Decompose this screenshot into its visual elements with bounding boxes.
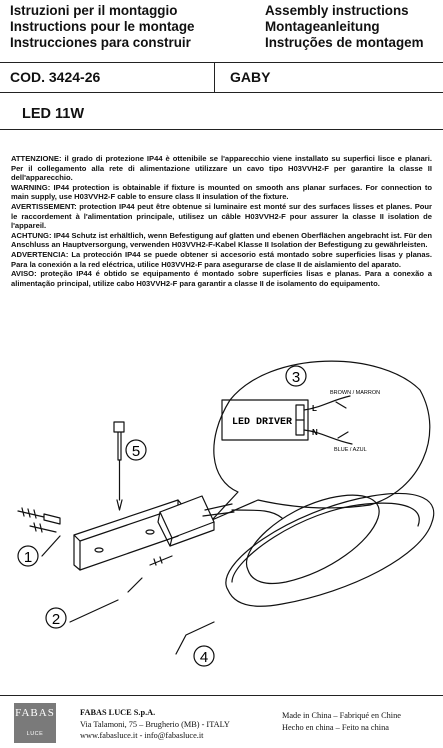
footer — [0, 695, 443, 748]
assembly-diagram — [0, 360, 443, 680]
screw-center — [128, 578, 142, 592]
screw-right — [150, 556, 172, 565]
title-pt: Instruções de montagem — [265, 35, 424, 51]
title-column-left — [10, 3, 195, 52]
rule-bottom — [0, 129, 443, 130]
step-2-number: 2 — [51, 611, 61, 628]
terminal-n: N — [312, 428, 318, 437]
screw-left-lower — [30, 523, 56, 532]
title-de: Montageanleitung — [265, 19, 380, 35]
made-in-line-1: Made in China – Fabriqué en Chine — [282, 711, 401, 720]
step-5-circle — [126, 440, 146, 460]
company-info — [80, 707, 230, 742]
title-it: Istruzioni per il montaggio — [10, 3, 178, 18]
wire-brown-label: BROWN / MARRON — [330, 390, 381, 396]
logo-sub: LUCE — [26, 731, 44, 737]
fabas-logo — [14, 703, 56, 743]
step-1-number: 1 — [23, 549, 33, 566]
step-3-number: 3 — [291, 369, 301, 386]
screwdriver — [118, 430, 121, 460]
plug-left — [44, 514, 60, 524]
title-block — [0, 0, 443, 62]
step-4-circle — [194, 646, 214, 666]
step-2-circle — [46, 608, 66, 628]
step-5-number: 5 — [131, 443, 141, 460]
company-web: www.fabasluce.it - info@fabasluce.it — [80, 731, 204, 740]
title-en: Assembly instructions — [265, 3, 409, 18]
title-es: Instrucciones para construir — [10, 35, 191, 51]
title-fr: Instructions pour le montage — [10, 19, 195, 35]
warning-pt: AVISO: proteção IP44 é obtido se equipamento é montado sobre superfícies lisas e planas. Para a conexão a alimentação principal, utilize cabo H03VVH2-F para garantir a classe II de isolamento do equipamento. — [11, 269, 432, 288]
screw-left — [18, 508, 44, 518]
led-driver-label: LED DRIVER — [232, 417, 293, 428]
safety-warnings — [11, 154, 432, 288]
warning-it: ATTENZIONE: il grado di protezione IP44 è ottenibile se l'apparecchio viene installato su superfici lisce e planari. Per il collegamento alla rete di alimentazione utilizzare un cavo tipo H03VVH2-F per garantire la classe II dell'apparecchio. — [11, 154, 432, 183]
made-in-line-2: Hecho en china – Feito na china — [282, 722, 389, 732]
step-3-circle — [286, 366, 306, 386]
rule-middle — [0, 92, 443, 93]
product-model: GABY — [230, 69, 271, 85]
code-separator — [214, 62, 215, 92]
warning-fr: AVERTISSEMENT: protection IP44 peut être obtenue si luminaire est monté sur des surfaces lisses et planes. Pour le raccordement à l'alimentation principale, utilisez un câble H03VVH2-F pour assurer la classe II isolation de l'appareil. — [11, 201, 432, 231]
step-1-circle — [18, 546, 38, 566]
brown-wire — [304, 396, 350, 410]
terminal-l: L — [312, 404, 317, 413]
title-column-right — [265, 3, 424, 52]
warning-es: ADVERTENCIA: La protección IP44 se puede obtener si accesorio está montado sobre superficies lisas y planas. Para la conexión a la red eléctrica, utilice H03VVH2-F para asegurarse de clase II de aislamiento del aparato. — [11, 249, 432, 269]
driver-unit — [160, 496, 214, 538]
warning-de: ACHTUNG: IP44 Schutz ist erhältlich, wenn Befestigung auf glatten und ebenen Oberflächen angebracht ist. Für den Anschluss an Hauptversorgung, verwenden H03VVH2-F-Kabel Klasse II Isolation der Befestigung zu gewährleisten. — [11, 230, 432, 250]
code-bar — [0, 62, 443, 92]
company-name: FABAS LUCE S.p.A. — [80, 708, 156, 717]
wire-blue-label: BLUE / AZUL — [334, 447, 367, 453]
lamp-diffuser — [247, 495, 380, 583]
product-power: LED 11W — [22, 106, 85, 122]
logo-brand: FABAS — [15, 707, 55, 719]
made-in — [282, 710, 401, 733]
warning-en: WARNING: IP44 protection is obtainable if fixture is mounted on smooth ans planar surfaces. For connection to main supply, use H03VVH2-F cable to ensure class II insulation of the fixture. — [11, 182, 432, 202]
company-address: Via Talamoni, 75 – Brugherio (MB) - ITALY — [80, 719, 230, 729]
step-4-number: 4 — [199, 649, 209, 666]
product-code: COD. 3424-26 — [10, 69, 101, 85]
